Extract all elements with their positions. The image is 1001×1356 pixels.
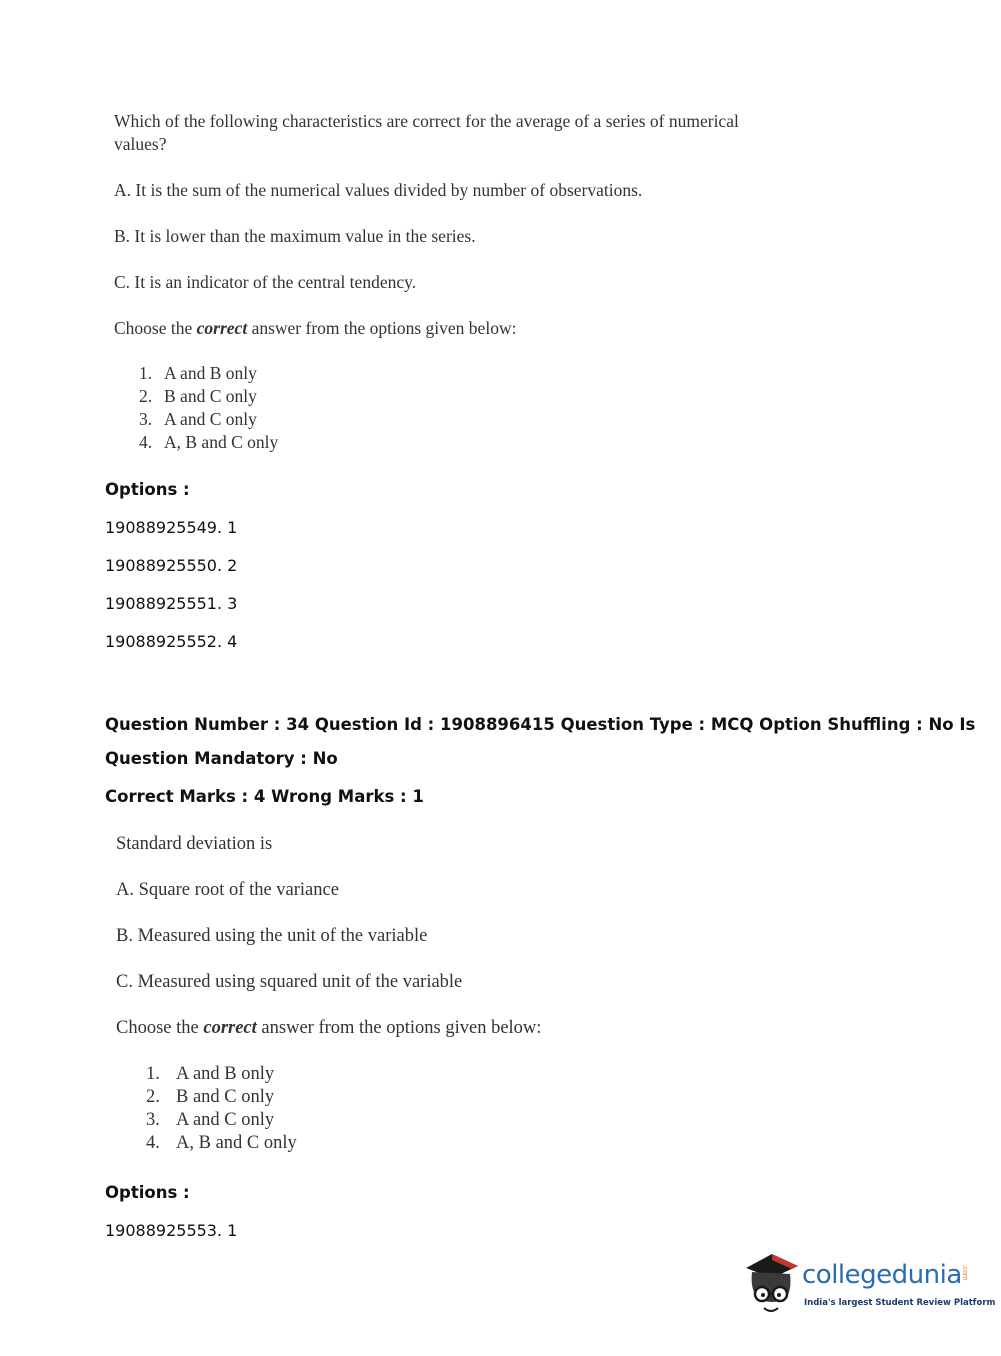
choose-instruction: Choose the correct answer from the options given below:	[116, 1018, 542, 1038]
collegedunia-logo[interactable]	[742, 1250, 996, 1320]
question-stem: Standard deviation is	[116, 834, 273, 854]
choice-item: 1. A and B only	[139, 363, 257, 383]
option-item: 19088925550. 2	[105, 556, 238, 575]
choice-item: 4. A, B and C only	[146, 1133, 297, 1153]
question-stem: values?	[114, 134, 167, 154]
statement-a: A. It is the sum of the numerical values divided by number of observations.	[114, 180, 643, 200]
marks-info: Correct Marks : 4 Wrong Marks : 1	[105, 787, 424, 806]
question-stem: Which of the following characteristics are correct for the average of a series of numerical	[114, 111, 739, 131]
choice-item: 4. A, B and C only	[139, 432, 279, 452]
options-label: Options :	[105, 1183, 190, 1202]
choice-item: 1. A and B only	[146, 1064, 275, 1084]
statement-c: C. Measured using squared unit of the variable	[116, 972, 463, 992]
option-item: 19088925551. 3	[105, 594, 238, 613]
question-meta: Question Number : 34 Question Id : 1908896415 Question Type : MCQ Option Shuffling : No Is	[105, 715, 976, 734]
statement-b: B. It is lower than the maximum value in the series.	[114, 226, 476, 246]
option-item: 19088925549. 1	[105, 518, 238, 537]
choice-item: 2. B and C only	[139, 386, 257, 406]
mascot-icon	[742, 1250, 802, 1320]
brand-tagline: India's largest Student Review Platform	[804, 1298, 996, 1308]
choice-item: 2. B and C only	[146, 1087, 275, 1107]
question-meta: Question Mandatory : No	[105, 749, 338, 768]
statement-b: B. Measured using the unit of the variable	[116, 926, 428, 946]
brand-name: collegedunia .com	[802, 1260, 969, 1290]
statement-c: C. It is an indicator of the central tendency.	[114, 272, 417, 292]
choose-instruction: Choose the correct answer from the options given below:	[114, 318, 517, 338]
options-label: Options :	[105, 480, 190, 499]
option-item: 19088925552. 4	[105, 632, 238, 651]
choice-item: 3. A and C only	[146, 1110, 275, 1130]
option-item: 19088925553. 1	[105, 1221, 238, 1240]
choice-item: 3. A and C only	[139, 409, 257, 429]
statement-a: A. Square root of the variance	[116, 880, 339, 900]
